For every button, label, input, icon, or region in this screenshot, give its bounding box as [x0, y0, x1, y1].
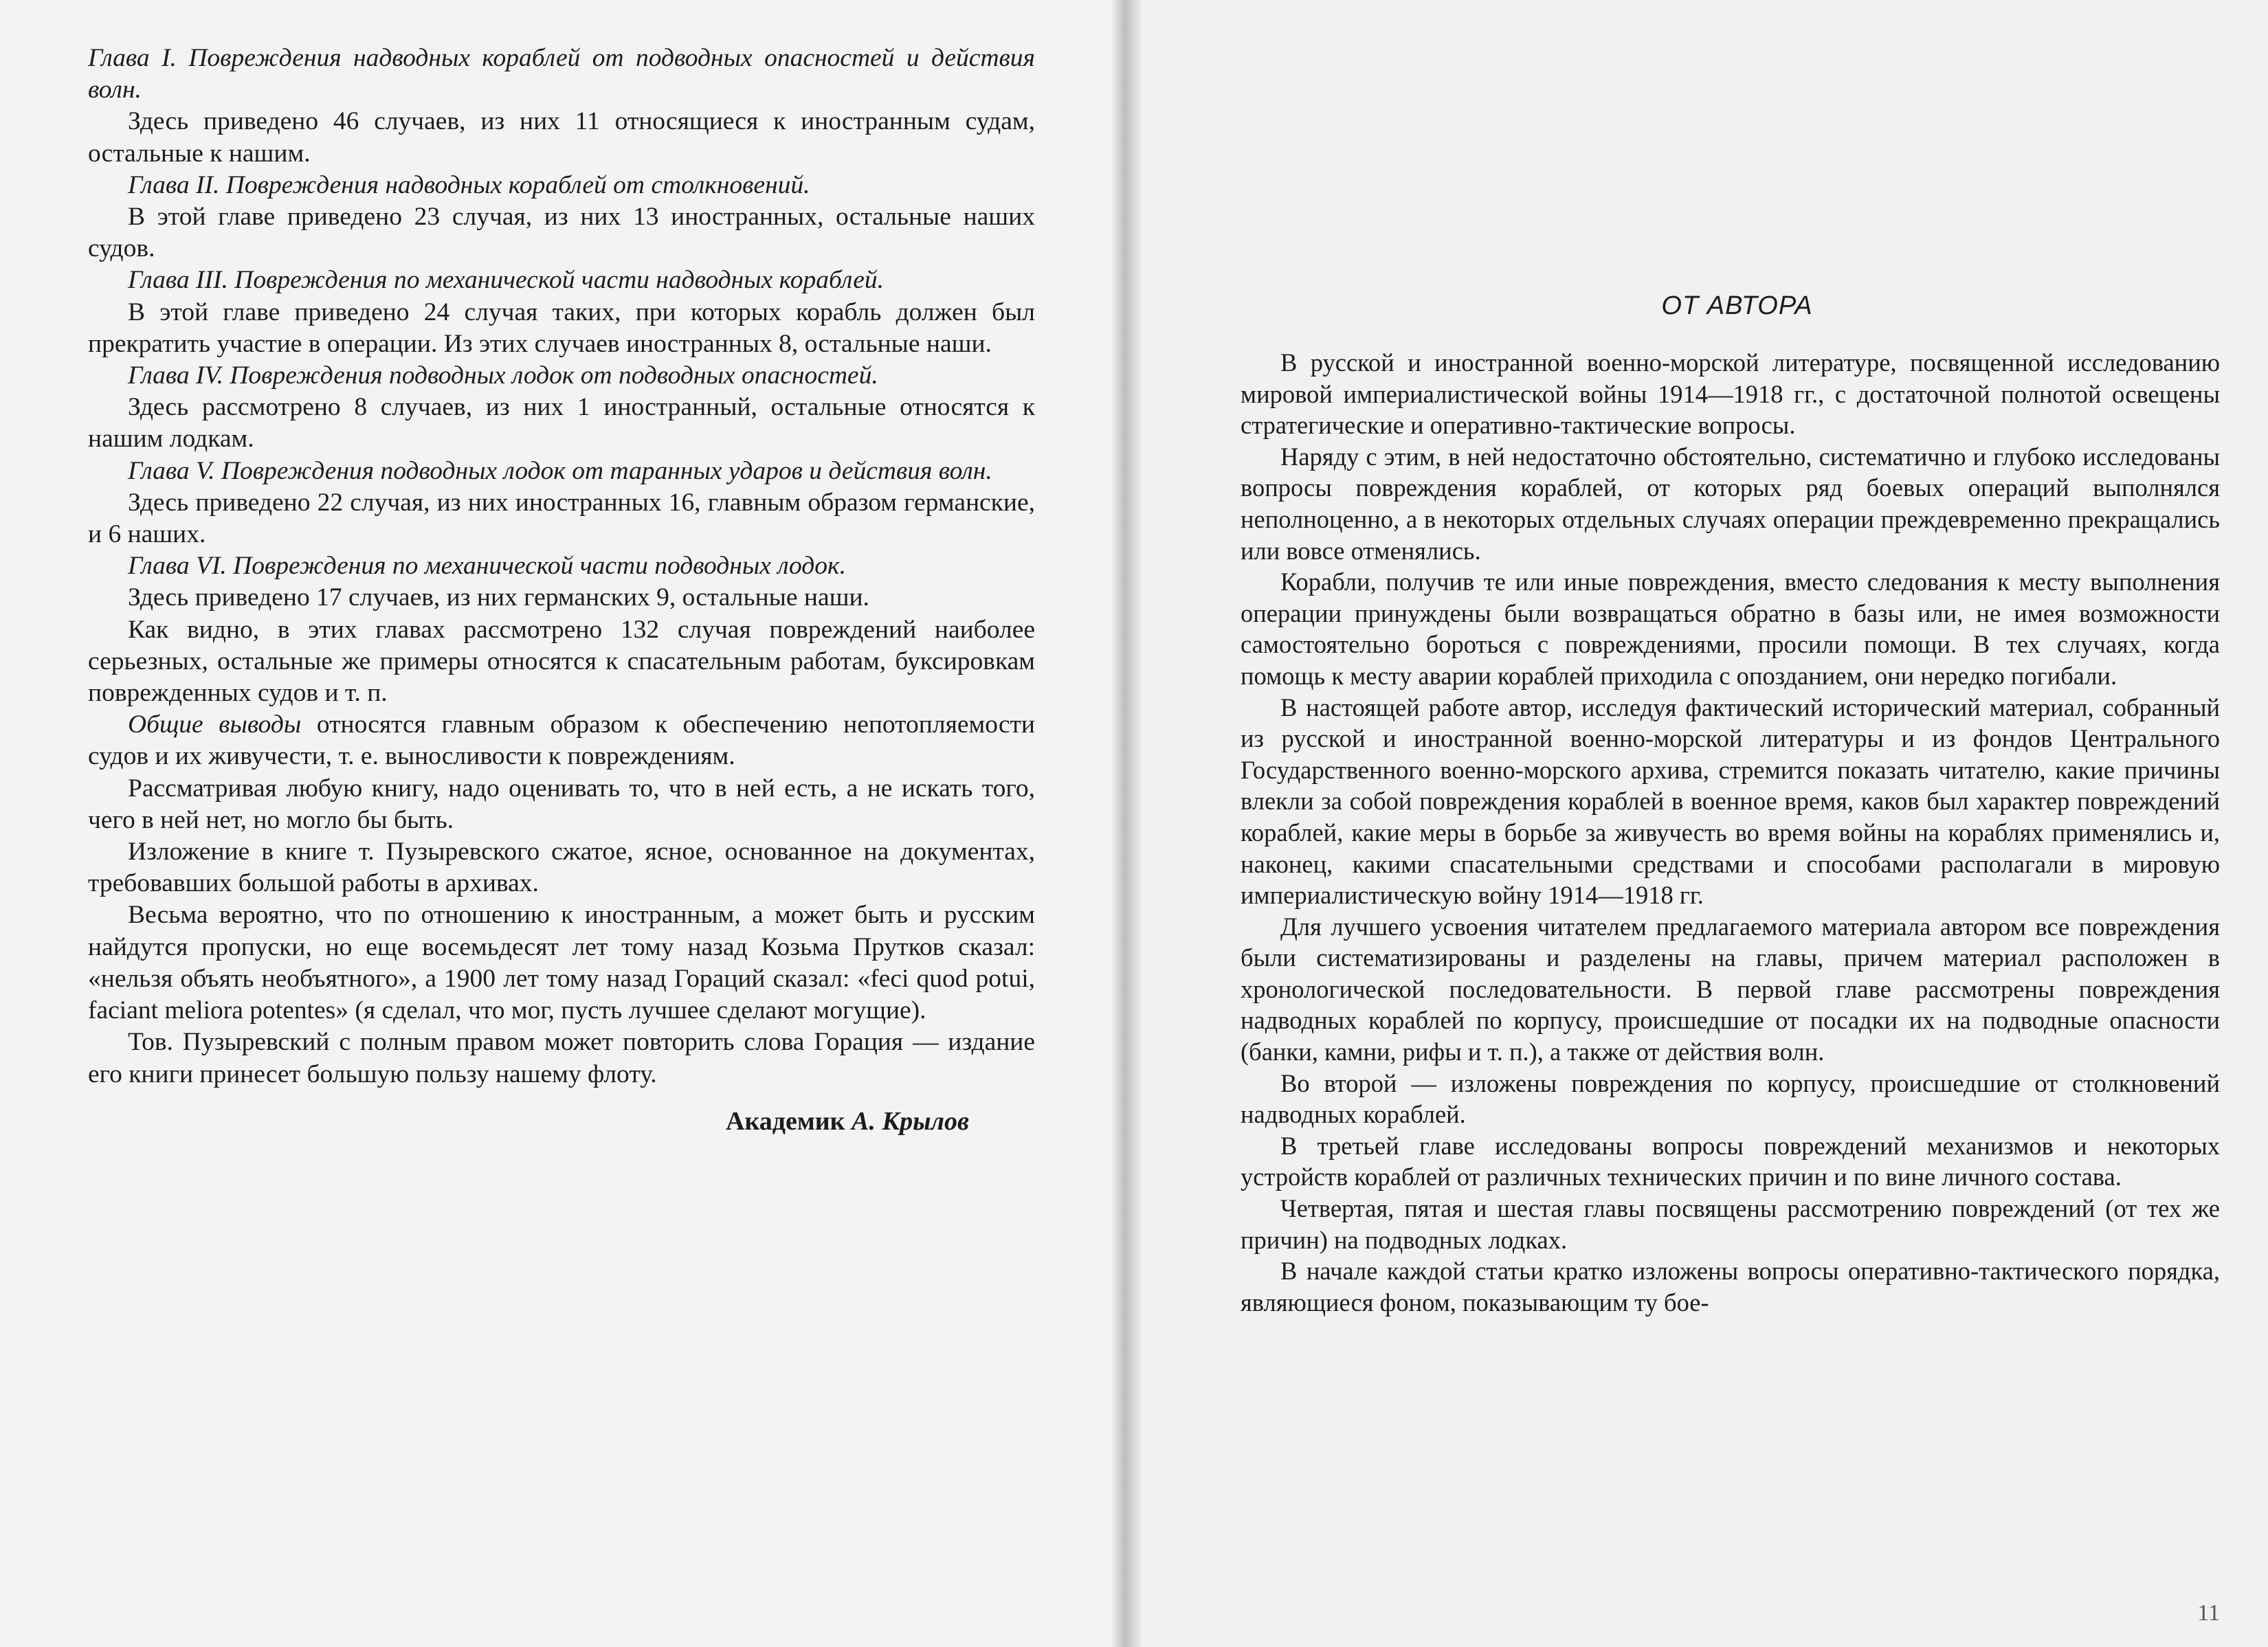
chapter-1-title: Глава I. Повреждения надводных кораблей от подводных опасностей и действия волн.: [88, 44, 1035, 104]
chapter-1-summary: Здесь приведено 46 случаев, из них 11 относящиеся к иностранным судам, остальные к нашим.: [88, 107, 1035, 168]
page-title: ОТ АВТОРА: [1661, 291, 1813, 320]
review-paragraph-4: Тов. Пузыревский с полным правом может повторить слова Горация — издание его книги принесет большую пользу нашему флоту.: [88, 1028, 1035, 1088]
chapter-4-title: Глава IV. Повреждения подводных лодок от подводных опасностей.: [128, 361, 878, 390]
chapter-6-title: Глава VI. Повреждения по механической части подводных лодок.: [128, 552, 846, 581]
author-paragraph-7: В третьей главе исследованы вопросы повреждений механизмов и некоторых устройств кораблей от различных технических причин и по вине личного состава.: [1241, 1131, 2220, 1191]
review-paragraph-2: Изложение в книге т. Пузыревского сжатое, ясное, основанное на документах, требовавших большой работы в архивах.: [88, 838, 1035, 898]
left-page: [0, 0, 1112, 1647]
chapter-5-title: Глава V. Повреждения подводных лодок от таранных ударов и действия волн.: [128, 456, 992, 485]
chapter-2-summary: В этой главе приведено 23 случая, из них 13 иностранных, остальные наших судов.: [88, 203, 1035, 263]
chapter-6-summary: Здесь приведено 17 случаев, из них германских 9, остальные наши.: [128, 583, 869, 612]
author-paragraph-1: В русской и иностранной военно-морской литературе, посвященной исследованию мировой империалистической войны 1914—1918 гг., с достаточной полнотой освещены стратегические и оперативно-тактические вопросы.: [1241, 348, 2220, 440]
book-gutter: [1112, 0, 1141, 1647]
review-paragraph-3: Весьма вероятно, что по отношению к иностранным, а может быть и русским найдутся пропуски, но еще восемьдесят лет тому назад Козьма Прутков сказал: «нельзя объять необъятного», а 1900 лет тому назад Гораций сказал: «feci quod potui, faciant meliora potentes» (я сделал, что мог, пусть лучшее сделают могущие).: [88, 901, 1035, 1025]
review-paragraph-1: Рассматривая любую книгу, надо оценивать то, что в ней есть, а не искать того, чего в ней нет, но могло бы быть.: [88, 774, 1035, 834]
general-conclusions-paragraph: [88, 709, 1035, 772]
author-paragraph-4: В настоящей работе автор, исследуя фактический исторический материал, собранный из русской и иностранной военно-морской литературы и из фондов Центрального Государственного военно-морского архива, стремится показать читателю, какие причины влекли за собой повреждения кораблей в военное время, каков был характер повреждений кораблей, какие меры в борьбе за живучесть во время войны на кораблях применялись и, наконец, какими спасательными средствами и способами располагали в мировую империалистическую войну 1914—1918 гг.: [1241, 693, 2220, 910]
author-paragraph-8: Четвертая, пятая и шестая главы посвящены рассмотрению повреждений (от тех же причин) на подводных лодках.: [1241, 1194, 2220, 1254]
right-page: [1141, 0, 2268, 1647]
left-page-text: [88, 43, 1035, 1090]
chapter-3-title: Глава III. Повреждения по механической части надводных кораблей.: [128, 266, 885, 295]
page-number: 11: [2197, 1600, 2220, 1626]
general-conclusions-lead: Общие выводы: [128, 710, 302, 739]
chapter-5-summary: Здесь приведено 22 случая, из них иностранных 16, главным образом германские, и 6 наших.: [88, 488, 1035, 549]
total-cases-paragraph: Как видно, в этих главах рассмотрено 132 случая повреждений наиболее серьезных, остальные же примеры относятся к спасательным работам, буксировкам поврежденных судов и т. п.: [88, 615, 1035, 708]
author-paragraph-2: Наряду с этим, в ней недостаточно обстоятельно, систематично и глубоко исследованы вопросы повреждения кораблей, от которых ряд боевых операций выполнялся неполноценно, а в некоторых отдельных случаях операции преждевременно прекращались или вовсе отменялись.: [1241, 442, 2220, 565]
signature-title: Академик: [726, 1106, 845, 1136]
chapter-4-summary: Здесь рассмотрено 8 случаев, из них 1 иностранный, остальные относятся к нашим лодкам.: [88, 393, 1035, 453]
signature: [89, 1106, 1035, 1137]
chapter-3-summary: В этой главе приведено 24 случая таких, при которых корабль должен был прекратить участие в операции. Из этих случаев иностранных 8, остальные наши.: [88, 298, 1035, 358]
author-paragraph-5: Для лучшего усвоения читателем предлагаемого материала автором все повреждения были систематизированы и разделены на главы, причем материал расположен в хронологической последовательности. В первой главе рассмотрены повреждения надводных кораблей по корпусу, происшедшие от посадки их на подводные опасности (банки, камни, рифы и т. п.), а также от действия волн.: [1241, 912, 2220, 1066]
general-conclusions-text: относятся главным образом к обеспечению непотопляемости судов и их живучести, т. е. выносливости к повреждениям.: [88, 710, 1035, 771]
right-page-text: [1241, 347, 2220, 1318]
author-paragraph-3: Корабли, получив те или иные повреждения, вместо следования к месту выполнения операции принуждены были возвращаться обратно в базы или, не имея возможности самостоятельно бороться с повреждениями, просили помощи. В тех случаях, когда помощь к месту аварии кораблей приходила с опозданием, они нередко погибали.: [1241, 568, 2220, 690]
author-paragraph-6: Во второй — изложены повреждения по корпусу, происшедшие от столкновений надводных кораблей.: [1241, 1068, 2220, 1129]
chapter-2-title: Глава II. Повреждения надводных кораблей от столкновений.: [128, 170, 810, 199]
signature-name: А. Крылов: [852, 1106, 969, 1136]
author-paragraph-9: В начале каждой статьи кратко изложены вопросы оперативно-тактического порядка, являющиеся фоном, показывающим ту бое-: [1241, 1257, 2220, 1317]
